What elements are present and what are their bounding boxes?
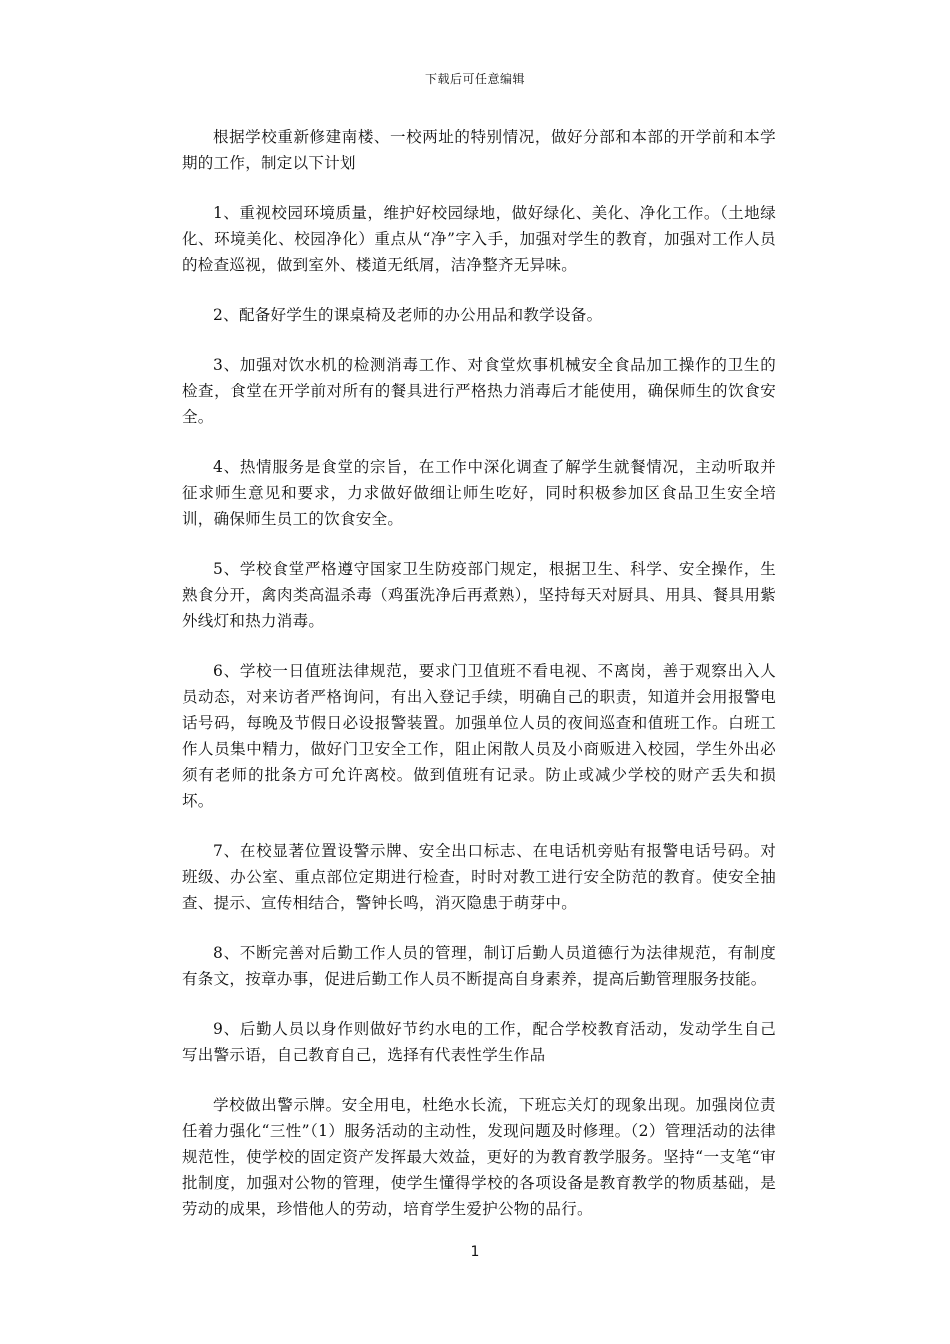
paragraph-item-6: 6、学校一日值班法律规范，要求门卫值班不看电视、不离岗，善于观察出入人员动态，对来访者严格询问，有出入登记手续，明确自己的职责，知道并会用报警电话号码，每晚及节假日必设报警装置。加强单位人员的夜间巡查和值班工作。白班工作人员集中精力，做好门卫安全工作，阻止闲散人员及小商贩进入校园，学生外出必须有老师的批条方可允许离校。做到值班有记录。防止或减少学校的财产丢失和损坏。	[182, 662, 776, 810]
page-number: 1	[470, 1244, 480, 1260]
paragraph-item-7: 7、在校显著位置设警示牌、安全出口标志、在电话机旁贴有报警电话号码。对班级、办公室、重点部位定期进行检查，时时对教工进行安全防范的教育。使安全抽查、提示、宣传相结合，警钟长鸣，消灭隐患于萌芽中。	[182, 842, 776, 912]
paragraph-item-8: 8、不断完善对后勤工作人员的管理，制订后勤人员道德行为法律规范，有制度有条文，按章办事，促进后勤工作人员不断提高自身素养，提高后勤管理服务技能。	[182, 944, 776, 988]
paragraph-item-1: 1、重视校园环境质量，维护好校园绿地，做好绿化、美化、净化工作。（土地绿化、环境美化、校园净化）重点从“净”字入手，加强对学生的教育，加强对工作人员的检查巡视，做到室外、楼道无纸屑，洁净整齐无异味。	[182, 204, 776, 274]
paragraph-item-9: 9、后勤人员以身作则做好节约水电的工作，配合学校教育活动，发动学生自己写出警示语，自己教育自己，选择有代表性学生作品	[182, 1020, 776, 1064]
paragraph-item-4: 4、热情服务是食堂的宗旨，在工作中深化调查了解学生就餐情况，主动听取并征求师生意见和要求，力求做好做细让师生吃好，同时积极参加区食品卫生安全培训，确保师生员工的饮食安全。	[182, 458, 776, 528]
paragraph-item-5: 5、学校食堂严格遵守国家卫生防疫部门规定，根据卫生、科学、安全操作，生熟食分开，禽肉类高温杀毒（鸡蛋洗净后再煮熟），坚持每天对厨具、用具、餐具用紫外线灯和热力消毒。	[182, 560, 776, 630]
document-body	[182, 124, 776, 1246]
paragraph-closing: 学校做出警示牌。安全用电，杜绝水长流，下班忘关灯的现象出现。加强岗位责任着力强化“三性”（1）服务活动的主动性，发现问题及时修理。（2）管理活动的法律规范性，使学校的固定资产发挥最大效益，更好的为教育教学服务。坚持“一支笔“审批制度，加强对公物的管理，使学生懂得学校的各项设备是教育教学的物质基础，是劳动的成果，珍惜他人的劳动，培育学生爱护公物的品行。	[182, 1096, 776, 1218]
paragraph-intro: 根据学校重新修建南楼、一校两址的特别情况，做好分部和本部的开学前和本学期的工作，制定以下计划	[182, 128, 776, 172]
page-header: 下载后可任意编辑	[424, 72, 525, 86]
paragraph-item-2: 2、配备好学生的课桌椅及老师的办公用品和教学设备。	[213, 306, 603, 324]
paragraph-item-3: 3、加强对饮水机的检测消毒工作、对食堂炊事机械安全食品加工操作的卫生的检查，食堂在开学前对所有的餐具进行严格热力消毒后才能使用，确保师生的饮食安全。	[182, 356, 776, 426]
